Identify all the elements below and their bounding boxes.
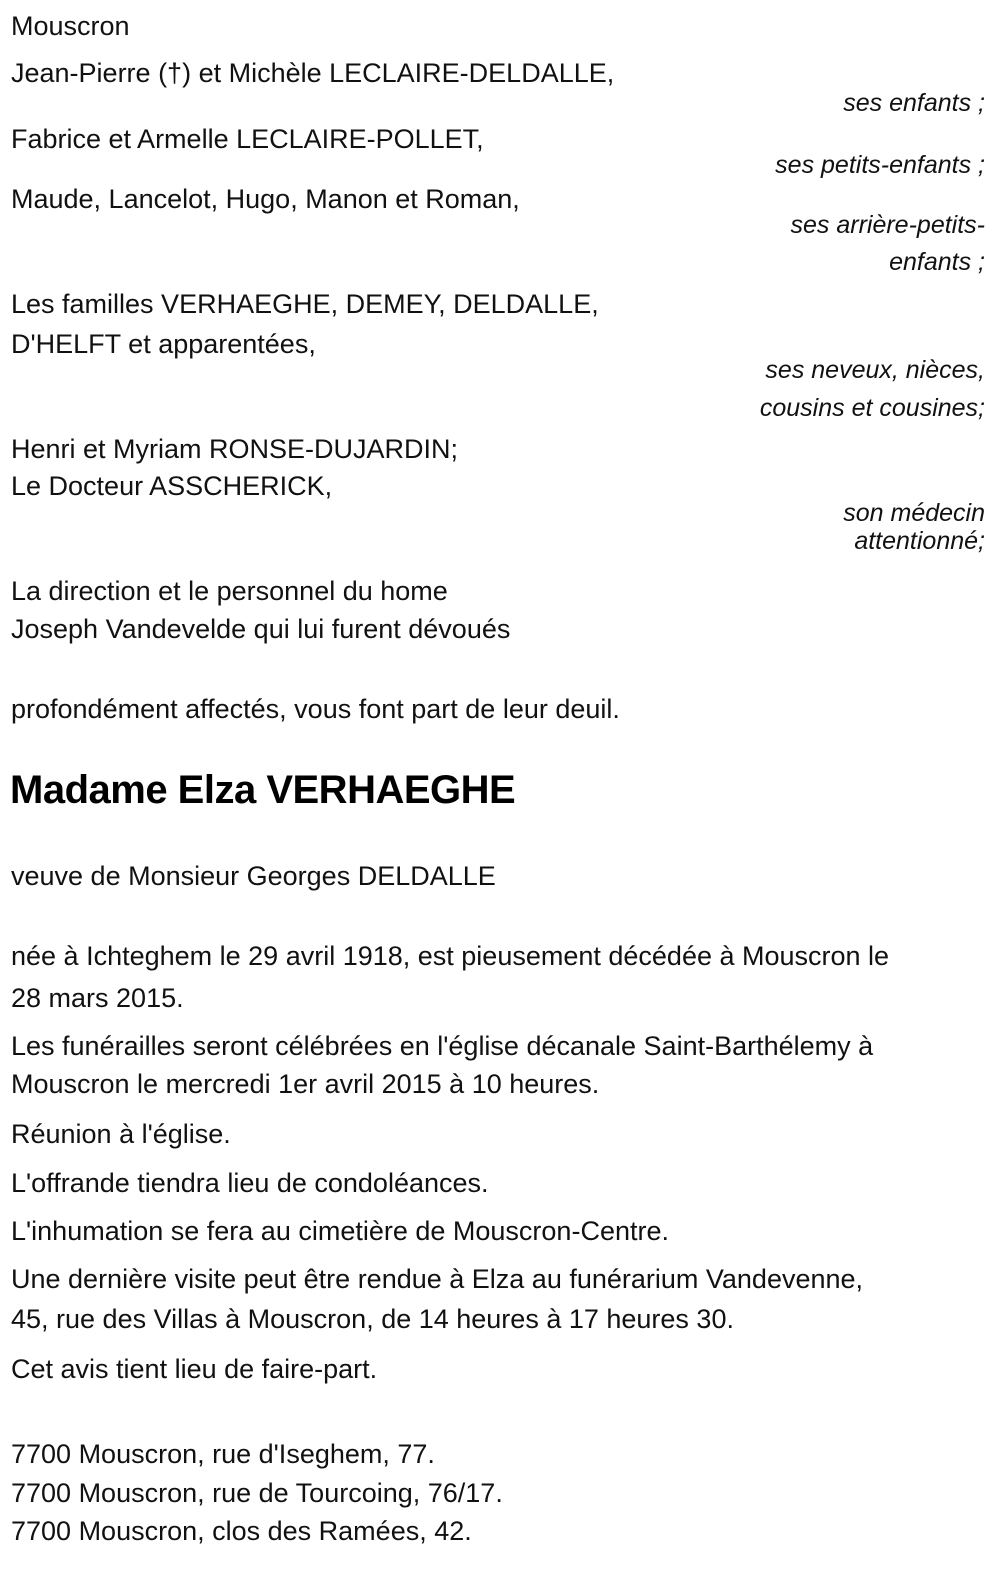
body-paragraph-line: 28 mars 2015.: [11, 983, 184, 1013]
relation-line: cousins et cousines;: [759, 394, 985, 422]
address-line: 7700 Mouscron, rue d'Iseghem, 77.: [11, 1439, 435, 1469]
relation-line: ses arrière-petits-: [790, 211, 985, 239]
deceased-name-heading: Madame Elza VERHAEGHE: [10, 768, 516, 812]
body-paragraph-line: L'offrande tiendra lieu de condoléances.: [11, 1168, 489, 1198]
body-paragraph-line: Cet avis tient lieu de faire-part.: [11, 1354, 378, 1384]
deceased-subtitle: veuve de Monsieur Georges DELDALLE: [11, 861, 496, 891]
relation-line: ses neveux, nièces,: [765, 356, 985, 384]
address-line: 7700 Mouscron, rue de Tourcoing, 76/17.: [11, 1478, 503, 1508]
relation-line: enfants ;: [889, 248, 985, 276]
closing-line: profondément affectés, vous font part de leur deuil.: [11, 694, 620, 724]
body-paragraph-line: Les funérailles seront célébrées en l'église décanale Saint-Barthélemy à: [11, 1031, 874, 1061]
mourner-names-line: Joseph Vandevelde qui lui furent dévoués: [11, 614, 511, 644]
mourner-names-line: D'HELFT et apparentées,: [11, 329, 316, 359]
location-line: Mouscron: [11, 11, 130, 41]
body-paragraph-line: Mouscron le mercredi 1er avril 2015 à 10 heures.: [11, 1069, 600, 1099]
body-paragraph-line: L'inhumation se fera au cimetière de Mouscron-Centre.: [11, 1216, 669, 1246]
body-paragraph-line: 45, rue des Villas à Mouscron, de 14 heures à 17 heures 30.: [11, 1304, 734, 1334]
body-paragraph-line: Réunion à l'église.: [11, 1119, 231, 1149]
mourner-names-line: Maude, Lancelot, Hugo, Manon et Roman,: [11, 184, 520, 214]
address-line: 7700 Mouscron, clos des Ramées, 42.: [11, 1516, 472, 1546]
body-paragraph-line: née à Ichteghem le 29 avril 1918, est pieusement décédée à Mouscron le: [11, 941, 890, 971]
relation-line: ses enfants ;: [843, 89, 985, 117]
body-paragraph-line: Une dernière visite peut être rendue à Elza au funérarium Vandevenne,: [11, 1264, 864, 1294]
mourner-names-line: Jean-Pierre (†) et Michèle LECLAIRE-DELDALLE,: [11, 58, 615, 88]
relation-line: attentionné;: [854, 527, 985, 555]
mourner-names-line: Le Docteur ASSCHERICK,: [11, 471, 333, 501]
mourner-names-line: Henri et Myriam RONSE-DUJARDIN;: [11, 434, 459, 464]
mourner-names-line: La direction et le personnel du home: [11, 576, 448, 606]
relation-line: son médecin: [843, 499, 985, 527]
mourner-names-line: Fabrice et Armelle LECLAIRE-POLLET,: [11, 124, 484, 154]
relation-line: ses petits-enfants ;: [775, 151, 985, 179]
mourner-names-line: Les familles VERHAEGHE, DEMEY, DELDALLE,: [11, 289, 599, 319]
